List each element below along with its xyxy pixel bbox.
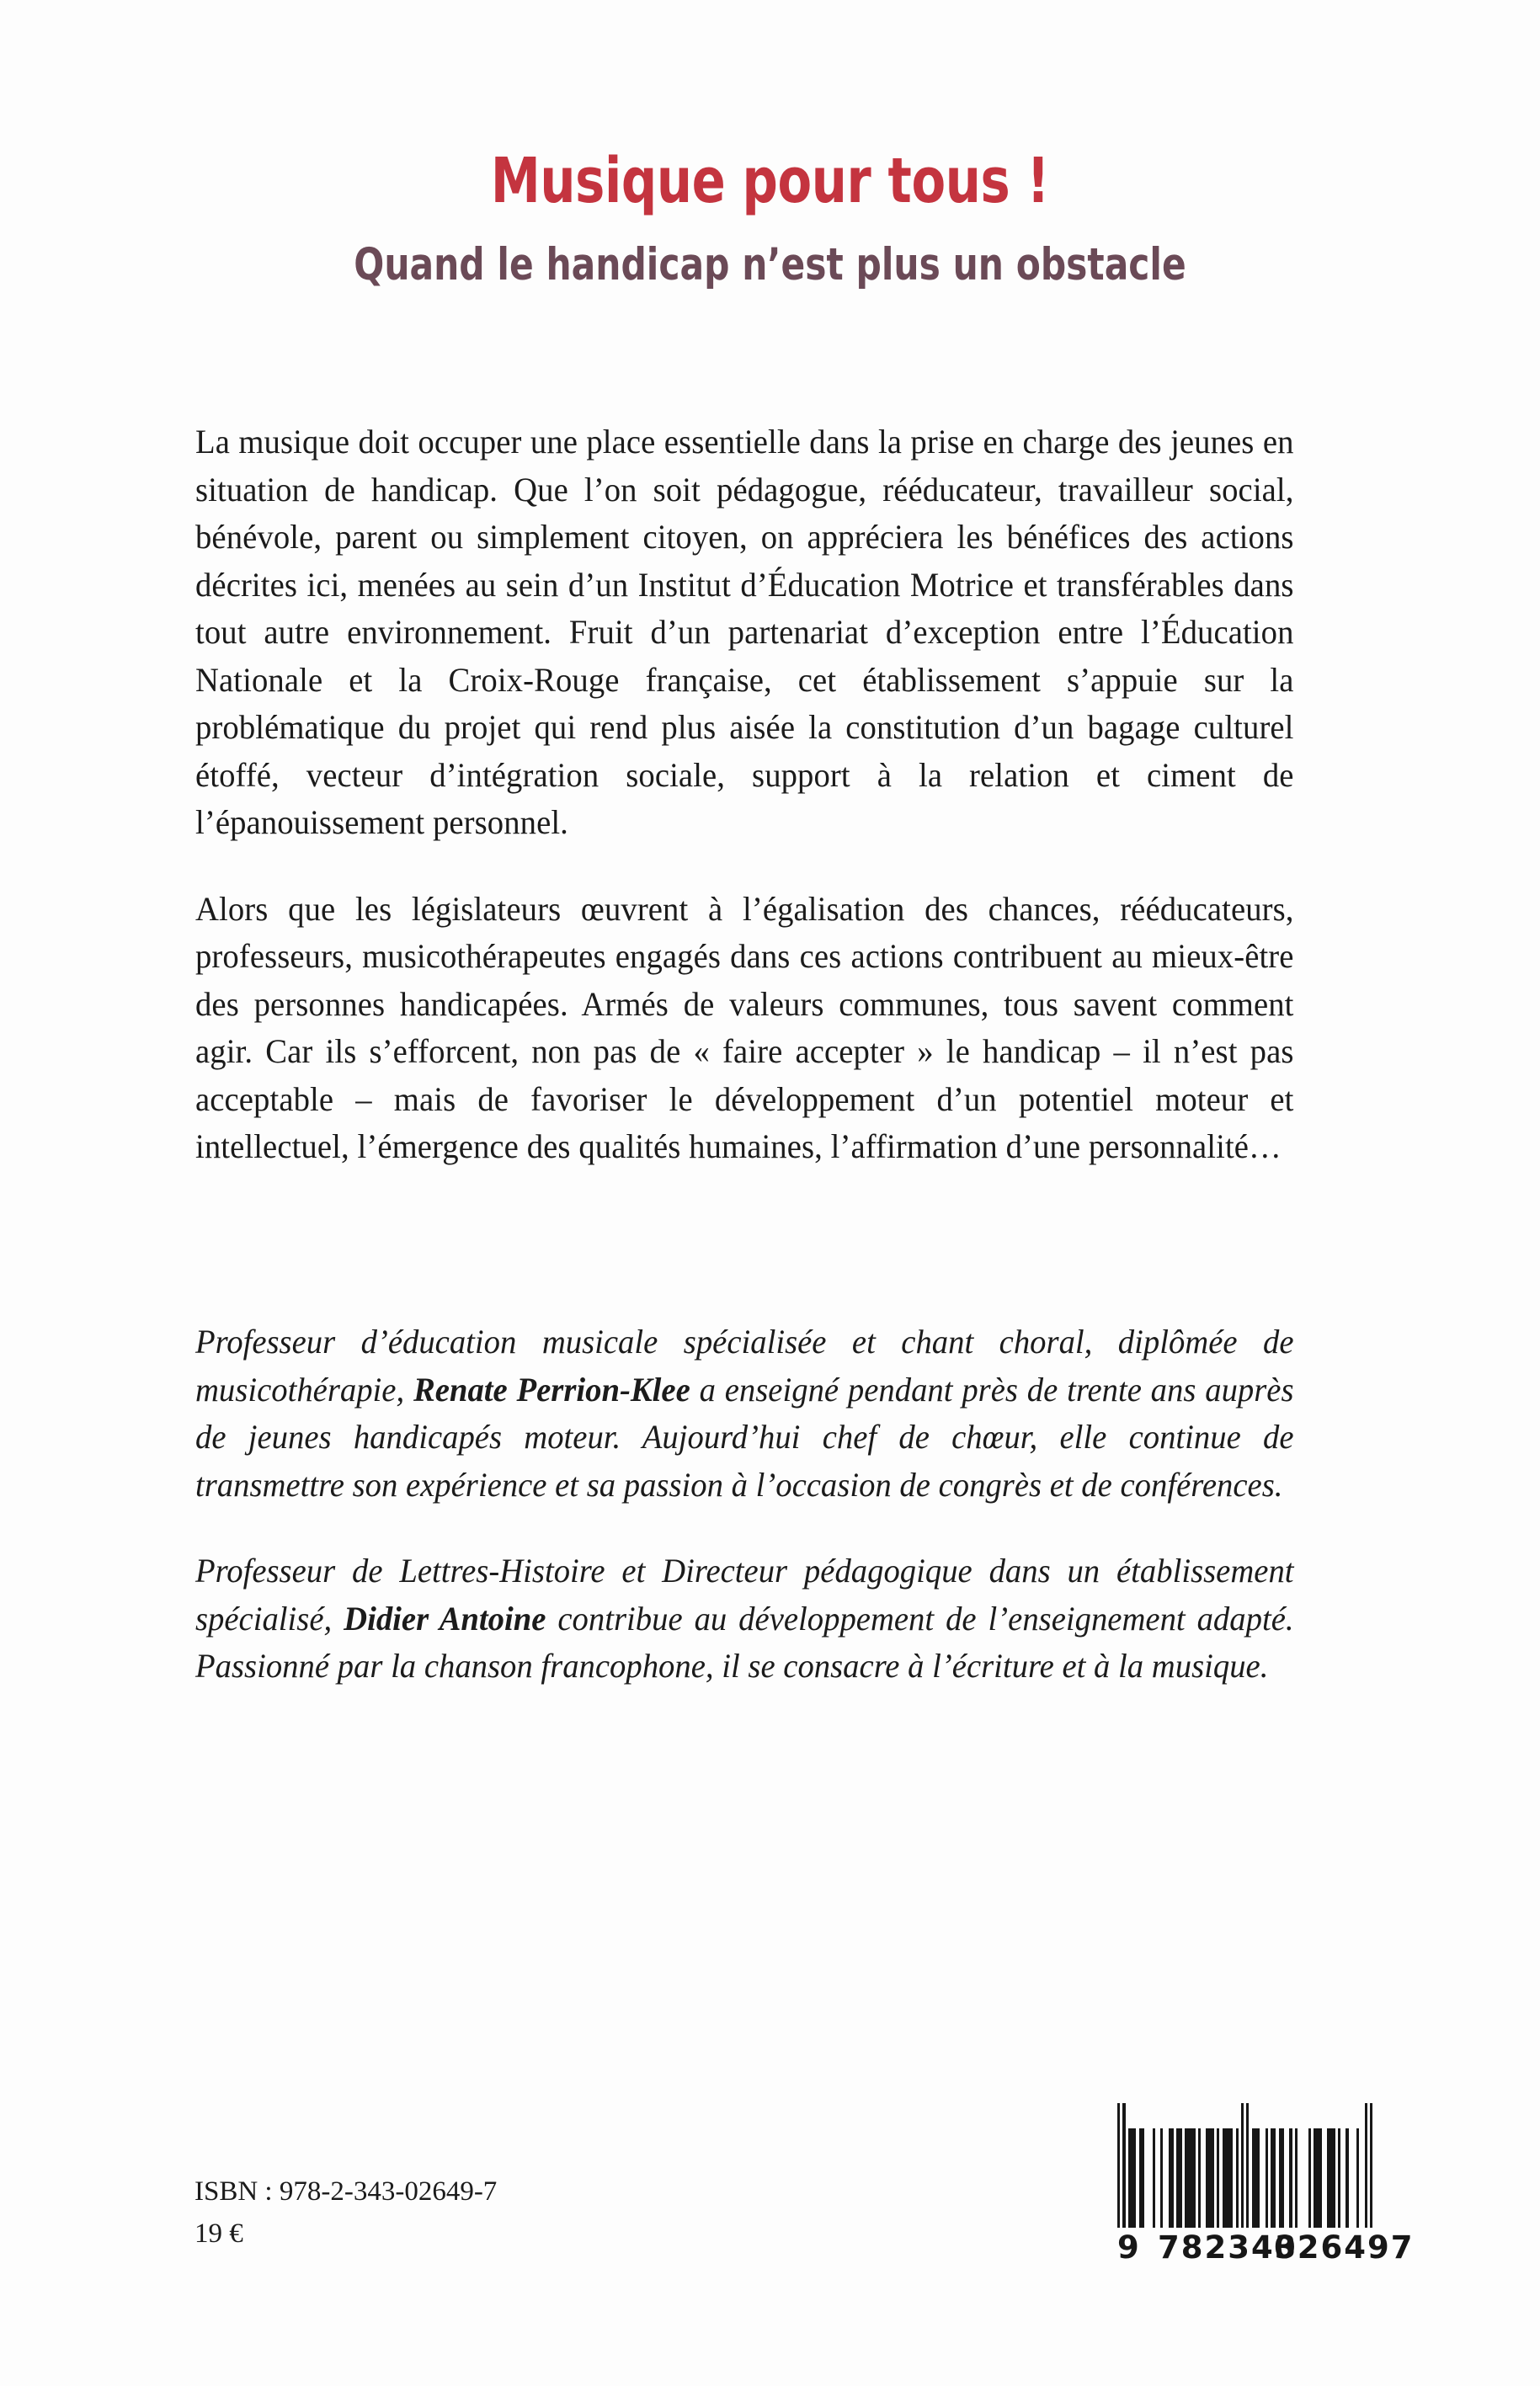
isbn-price-block: [194, 2170, 497, 2255]
author-bio-1-text-after: a enseigné pendant près de trente ans auprès de jeunes handicapés moteur. Aujourd’hui chef de chœur, elle continue de transmettre son expérience et sa passion à l’occasion de congrès et de conférences.: [195, 1370, 1294, 1504]
barcode-left-group: 782343: [1158, 2229, 1298, 2266]
barcode-digits: [1117, 2229, 1415, 2266]
barcode-lead-digit: 9: [1117, 2229, 1141, 2266]
author-bio-column: [195, 1318, 1346, 1691]
price-text: 19 €: [194, 2218, 243, 2249]
blurb-paragraph-1: La musique doit occuper une place essentielle dans la prise en charge des jeunes en situation de handicap. Que l’on soit pédagogue, rééducateur, travailleur social, bénévole, parent ou simplement citoyen, on appréciera les bénéfices des actions décrites ici, menées au sein d’un Institut d’Éducation Motrice et transférables dans tout autre environnement. Fruit d’un partenariat d’exception entre l’Éducation Nationale et la Croix-Rouge française, cet établissement s’appuie sur la problématique du projet qui rend plus aisée la constitution d’un bagage culturel étoffé, vecteur d’intégration sociale, support à la relation et ciment de l’épanouissement personnel.: [195, 423, 1294, 841]
author-bio-2: [195, 1547, 1294, 1691]
author-bio-1-text-before: Professeur d’éducation musicale spécialisée et chant choral, diplômée de musicothérapie,: [195, 1323, 1294, 1409]
barcode-bars: [1117, 2103, 1395, 2228]
cover-title-block: [0, 145, 1540, 290]
page-title: Musique pour tous !: [490, 145, 1050, 217]
barcode-right-group: 026497: [1274, 2229, 1415, 2266]
author-name-renate-perrion-klee: Renate Perrion-Klee: [413, 1370, 690, 1409]
author-name-didier-antoine: Didier Antoine: [344, 1599, 546, 1638]
isbn-text: ISBN : 978-2-343-02649-7: [194, 2176, 498, 2207]
author-bio-1: [195, 1318, 1294, 1509]
blurb-text-column: [195, 418, 1346, 1171]
barcode: [1117, 2103, 1415, 2266]
page-subtitle: Quand le handicap n’est plus un obstacle: [354, 239, 1186, 290]
author-bio-2-text-after: contribue au développement de l’enseignement adapté. Passionné par la chanson francophone, il se consacre à l’écriture et à la musique.: [195, 1599, 1294, 1685]
blurb-paragraph-2: Alors que les législateurs œuvrent à l’égalisation des chances, rééducateurs, professeurs, musicothérapeutes engagés dans ces actions contribuent au mieux-être des personnes handicapées. Armés de valeurs communes, tous savent comment agir. Car ils s’efforcent, non pas de « faire accepter » le handicap – il n’est pas acceptable – mais de favoriser le développement d’un potentiel moteur et intellectuel, l’émergence des qualités humaines, l’affirmation d’une personnalité…: [195, 889, 1294, 1165]
author-bio-2-text-before: Professeur de Lettres-Histoire et Directeur pédagogique dans un établissement spécialisé,: [195, 1552, 1294, 1638]
